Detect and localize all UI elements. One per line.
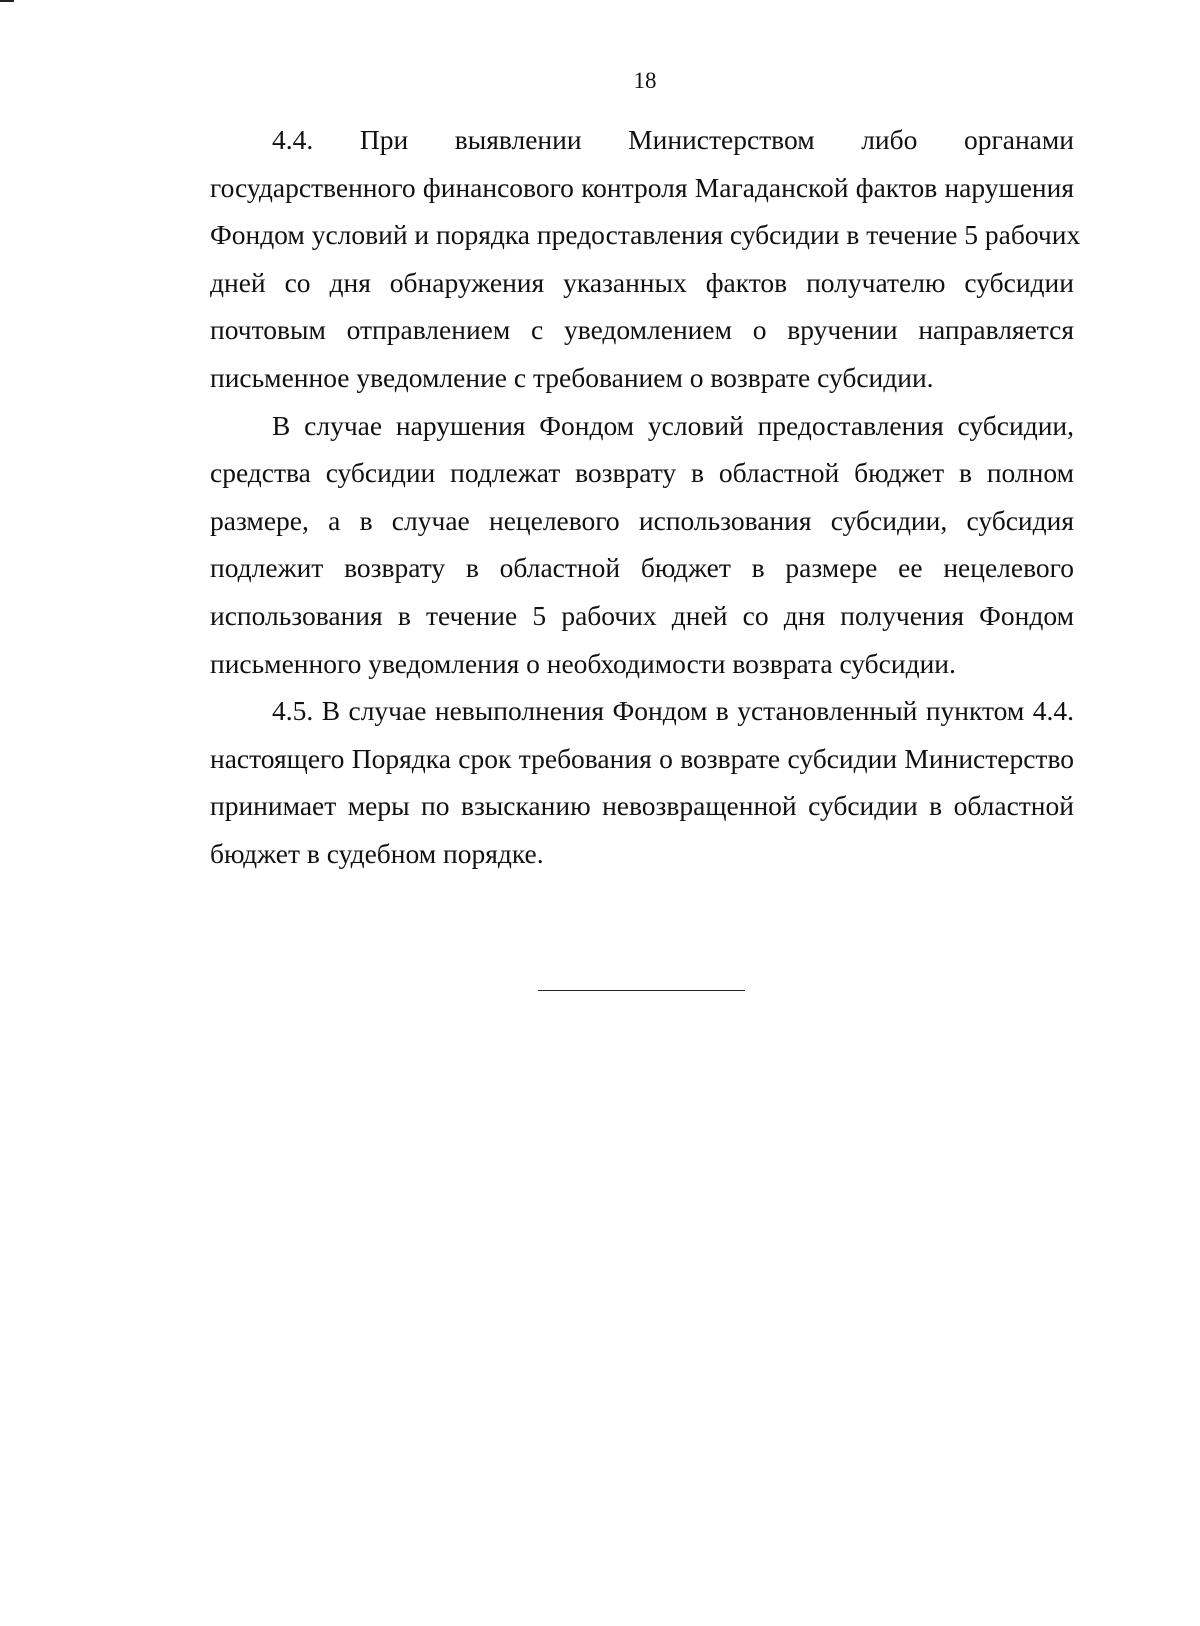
- text-line: В случае нарушения Фондом условий предоставления субсидии,: [272, 409, 1074, 441]
- text-line: бюджет в судебном порядке.: [210, 837, 544, 869]
- text-line: письменного уведомления о необходимости возврата субсидии.: [210, 647, 956, 679]
- document-body: [210, 116, 1081, 878]
- page-number: 18: [633, 68, 657, 93]
- paragraph-4-5: [210, 687, 1074, 877]
- text-line: использования в течение 5 рабочих дней со дня получения Фондом: [210, 599, 1074, 631]
- text-line: настоящего Порядка срок требования о возврате субсидии Министерство: [210, 742, 1074, 774]
- text-line: почтовым отправлением с уведомлением о вручении направляется: [210, 314, 1074, 346]
- text-line: средства субсидии подлежат возврату в областной бюджет в полном: [210, 457, 1074, 489]
- text-line: письменное уведомление с требованием о возврате субсидии.: [210, 361, 934, 393]
- text-line: государственного финансового контроля Магаданской фактов нарушения: [210, 171, 1074, 203]
- text-line: принимает меры по взысканию невозвращенной субсидии в областной: [210, 790, 1074, 822]
- paragraph-violation: [210, 402, 1074, 688]
- text-line: размере, а в случае нецелевого использования субсидии, субсидия: [210, 504, 1074, 536]
- text-line: подлежит возврату в областной бюджет в размере ее нецелевого: [210, 552, 1074, 584]
- end-of-document-rule: [538, 990, 745, 991]
- text-line: Фондом условий и порядка предоставления субсидии в течение 5 рабочих: [210, 219, 1081, 251]
- text-line: 4.5. В случае невыполнения Фондом в установленный пунктом 4.4.: [272, 695, 1074, 727]
- paragraph-4-4: [210, 116, 1081, 402]
- text-line: 4.4. При выявлении Министерством либо органами: [272, 124, 1074, 155]
- scan-edge-mark: [0, 0, 14, 2]
- text-line: дней со дня обнаружения указанных фактов получателю субсидии: [210, 266, 1074, 298]
